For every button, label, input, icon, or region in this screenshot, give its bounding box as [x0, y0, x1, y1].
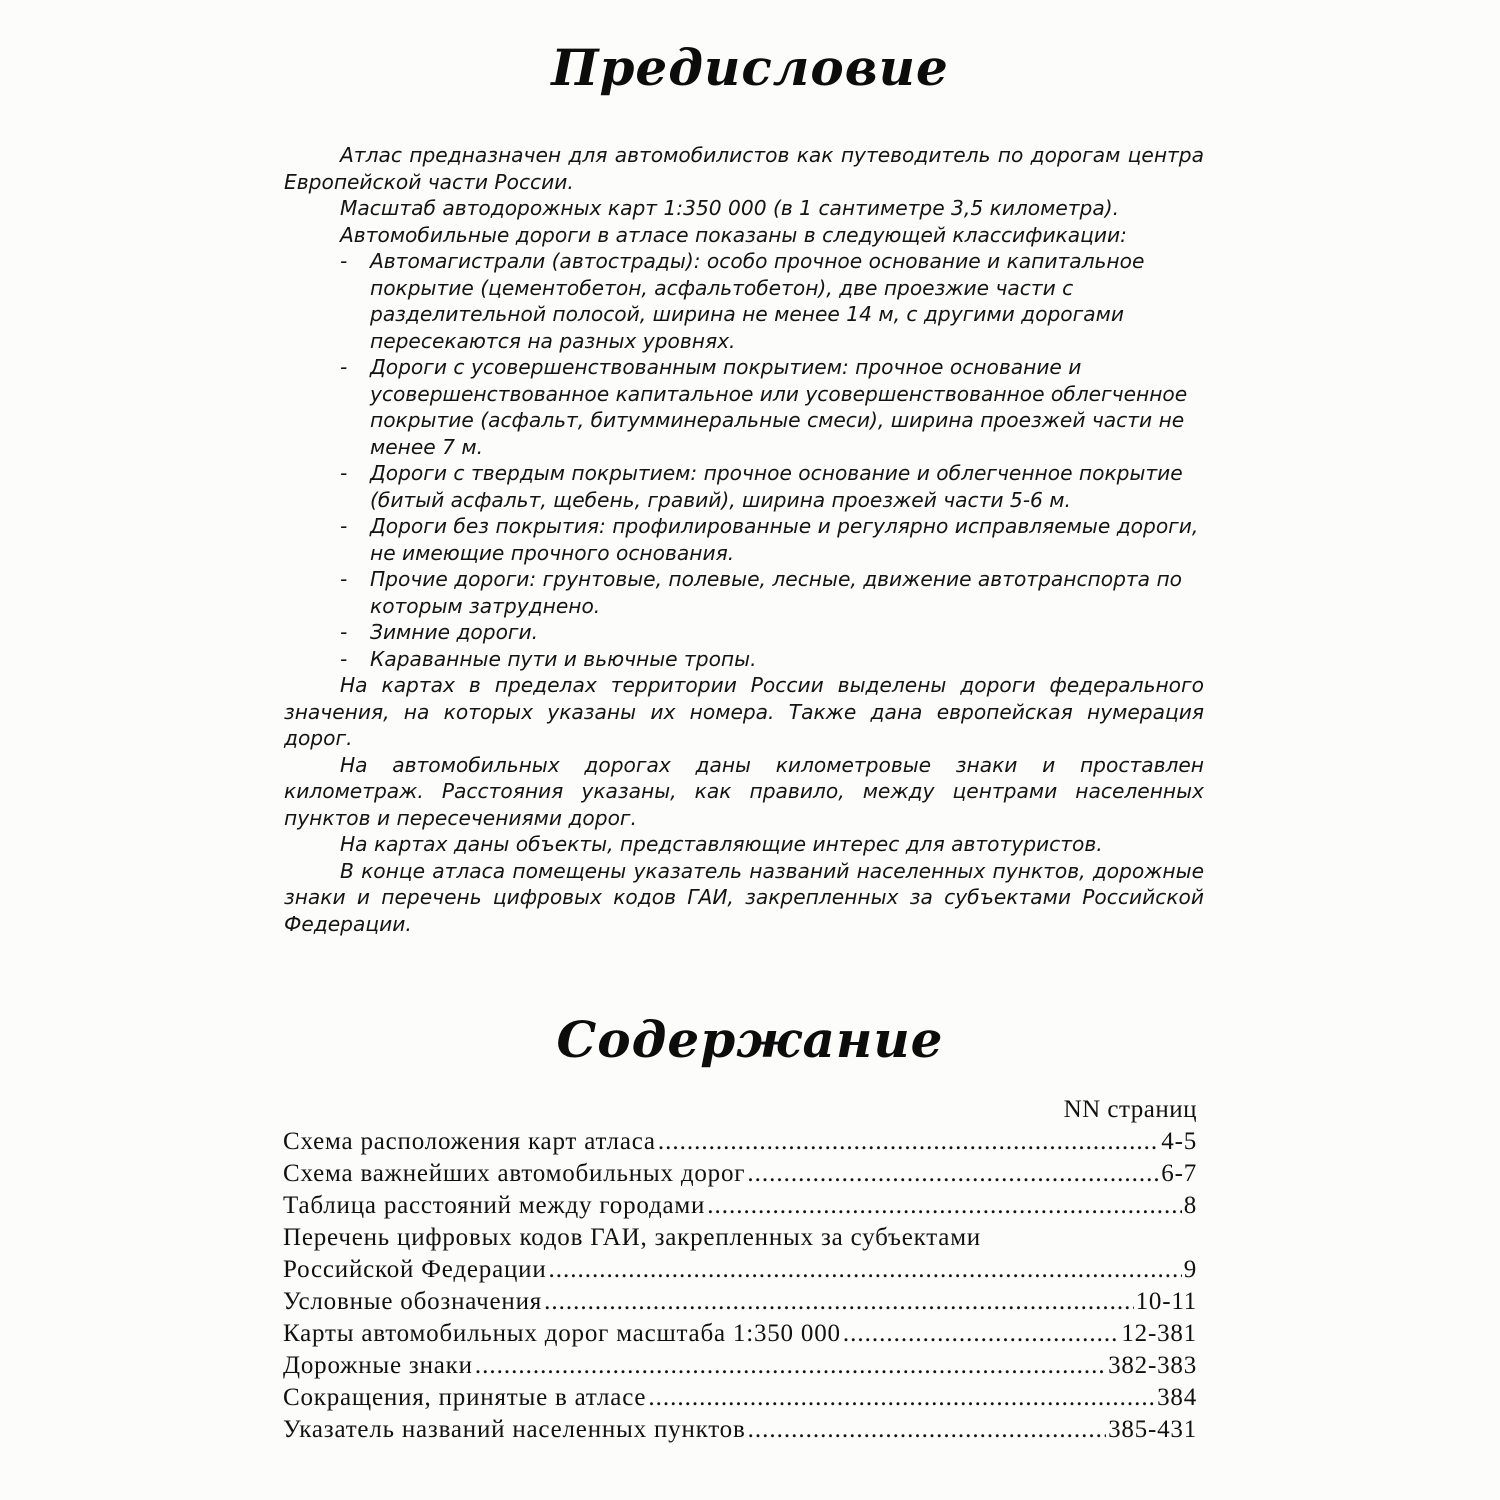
toc-entry-label: Таблица расстояний между городами	[283, 1192, 706, 1219]
toc-entry-label: Указатель названий населенных пунктов	[283, 1416, 746, 1443]
toc-entry-label: Дорожные знаки	[283, 1352, 473, 1379]
toc-entry	[283, 1254, 1197, 1286]
table-of-contents	[283, 1094, 1197, 1446]
toc-entry	[283, 1318, 1197, 1350]
preface-scale: Масштаб автодорожных карт 1:350 000 (в 1 сантиметре 3,5 километра).	[340, 196, 1120, 220]
preface-intro: Атлас предназначен для автомобилистов как путеводитель по дорогам центра Европейской части России.	[284, 143, 1204, 194]
toc-entry-label: Схема расположения карт атласа	[283, 1128, 656, 1155]
list-item: - Прочие дороги: грунтовые, полевые, лесные, движение автотранспорта по которым затруднено.	[370, 566, 1204, 619]
toc-entry-label: Сокращения, принятые в атласе	[283, 1384, 647, 1411]
toc-entry-pages: 385-431	[1108, 1416, 1197, 1443]
list-item: - Автомагистрали (автострады): особо прочное основание и капитальное покрытие (цементобетон, асфальтобетон), две проезжие части с разделительной полосой, ширина не менее 14 м, с другими дорогами пересекаются на разных уровнях.	[370, 248, 1204, 354]
toc-entry-label: Схема важнейших автомобильных дорог	[283, 1160, 746, 1187]
list-item: - Дороги с усовершенствованным покрытием: прочное основание и усовершенствованное капитальное или усовершенствованное облегченное покрытие (асфальт, битумминеральные смеси), ширина проезжей части не менее 7 м.	[370, 354, 1204, 460]
toc-entry-label-line1: Перечень цифровых кодов ГАИ, закрепленных за субъектами	[283, 1224, 981, 1251]
list-item: - Зимние дороги.	[370, 619, 1204, 646]
toc-entry-pages: 10-11	[1135, 1288, 1197, 1315]
road-type-list	[284, 248, 1204, 672]
dot-leader	[549, 1254, 1182, 1286]
preface-distances: На автомобильных дорогах даны километровые знаки и проставлен километраж. Расстояния указаны, как правило, между центрами населенных пунктов и пересечениями дорог.	[284, 752, 1204, 830]
dot-leader	[658, 1126, 1159, 1158]
preface-classification-intro: Автомобильные дороги в атласе показаны в следующей классификации:	[340, 222, 1127, 247]
list-item: - Дороги с твердым покрытием: прочное основание и облегченное покрытие (битый асфальт, щебень, гравий), ширина проезжей части 5-6 м.	[370, 460, 1204, 513]
toc-entry-pages: 12-381	[1121, 1320, 1197, 1347]
toc-entry-pages: 384	[1157, 1384, 1197, 1411]
preface-title: Предисловие	[551, 38, 949, 97]
dot-leader	[707, 1190, 1181, 1222]
preface-objects: На картах даны объекты, представляющие интерес для автотуристов.	[340, 832, 1103, 856]
dot-leader	[544, 1286, 1134, 1318]
contents-title: Содержание	[556, 1010, 944, 1069]
toc-entry	[283, 1414, 1197, 1446]
toc-entry-label: Российской Федерации	[283, 1256, 547, 1283]
dot-leader	[648, 1382, 1155, 1414]
dot-leader	[748, 1414, 1106, 1446]
dot-leader	[747, 1158, 1159, 1190]
toc-entry	[283, 1350, 1197, 1382]
toc-entry	[283, 1286, 1197, 1318]
toc-entry	[283, 1126, 1197, 1158]
toc-entry-pages: 382-383	[1108, 1352, 1197, 1379]
toc-entry-pages: 4-5	[1161, 1128, 1197, 1155]
list-item: - Дороги без покрытия: профилированные и регулярно исправляемые дороги, не имеющие прочного основания.	[370, 513, 1204, 566]
dot-leader	[843, 1318, 1120, 1350]
preface-federal-roads: На картах в пределах территории России выделены дороги федерального значения, на которых указаны их номера. Также дана европейская нумерация дорог.	[284, 673, 1204, 750]
preface-body	[284, 142, 1204, 937]
toc-entry	[283, 1190, 1197, 1222]
toc-entry	[283, 1158, 1197, 1190]
list-item: - Караванные пути и вьючные тропы.	[370, 646, 1204, 673]
preface-appendix: В конце атласа помещены указатель названий населенных пунктов, дорожные знаки и перечень цифровых кодов ГАИ, закрепленных за субъектами Российской Федерации.	[284, 858, 1204, 936]
toc-entry-label: Карты автомобильных дорог масштаба 1:350 000	[283, 1320, 841, 1347]
toc-entry-label: Условные обозначения	[283, 1288, 543, 1315]
toc-entry-pages: 9	[1183, 1256, 1197, 1283]
toc-entry-pages: 8	[1183, 1192, 1197, 1219]
pages-column-header: NN страниц	[1063, 1096, 1197, 1123]
toc-entry	[283, 1382, 1197, 1414]
dot-leader	[475, 1350, 1106, 1382]
toc-entry-pages: 6-7	[1161, 1160, 1197, 1187]
